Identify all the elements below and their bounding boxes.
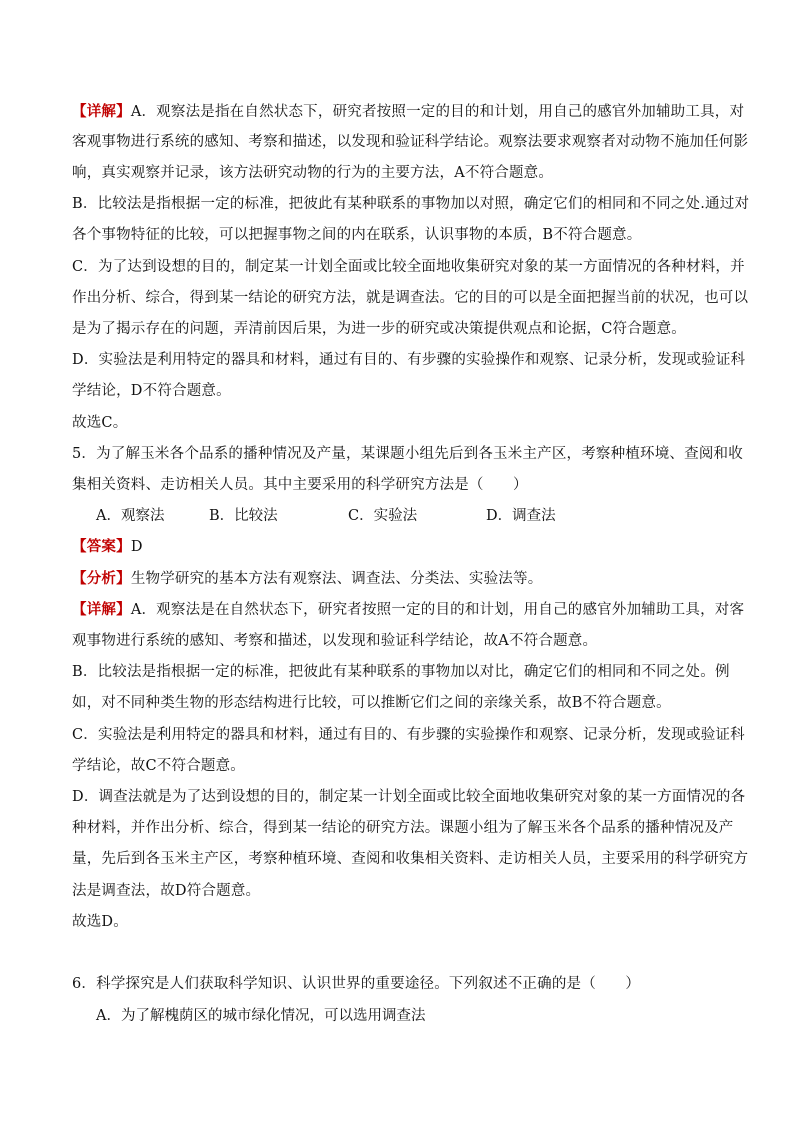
option-c: C．实验法	[348, 508, 418, 524]
text-line: C．实验法是利用特定的器具和材料，通过有目的、有步骤的实验操作和观察、记录分析，发现或验证科	[72, 727, 745, 743]
answer-choice-line: 故选D。	[72, 914, 128, 930]
text-line: 如，对不同种类生物的形态结构进行比较，可以推断它们之间的亲缘关系，故B不符合题意。	[72, 695, 671, 711]
detail-tag: 【详解】	[72, 601, 131, 618]
text-line: 量，先后到各玉米主产区，考察种植环境、查阅和收集相关资料、走访相关人员，主要采用的科学研究方	[72, 851, 749, 867]
analysis-line: 【分析】生物学研究的基本方法有观察法、调查法、分类法、实验法等。	[72, 570, 543, 587]
option-b: B．比较法	[209, 508, 278, 524]
text-line: D．调查法就是为了达到设想的目的，制定某一计划全面或比较全面地收集研究对象的某一方面情况的各	[72, 789, 746, 805]
option-d: D．调查法	[486, 508, 556, 524]
text-line: 客观事物进行系统的感知、考察和描述，以发现和验证科学结论。观察法要求观察者对动物不施加任何影	[72, 134, 749, 150]
text-line: 观事物进行系统的感知、考察和描述，以发现和验证科学结论，故A不符合题意。	[72, 633, 598, 649]
answer-tag: 【答案】	[72, 538, 131, 555]
text-line: 种材料，并作出分析、综合，得到某一结论的研究方法。课题小组为了解玉米各个品系的播种情况及产	[72, 820, 734, 836]
answer-line: 【答案】D	[72, 538, 143, 555]
analysis-tag: 【分析】	[72, 570, 131, 587]
text-line: 各个事物特征的比较，可以把握事物之间的内在联系，认识事物的本质，B不符合题意。	[72, 227, 642, 243]
answer-choice-line: 故选C。	[72, 415, 128, 431]
text-line: C．为了达到设想的目的，制定某一计划全面或比较全面地收集研究对象的某一方面情况的各种材料，并	[72, 259, 745, 275]
text-line: 是为了揭示存在的问题，弄清前因后果，为进一步的研究或决策提供观点和论据，C符合题意。	[72, 321, 686, 337]
question-6-stem: 6．科学探究是人们获取科学知识、认识世界的重要途径。下列叙述不正确的是（ ）	[72, 976, 641, 992]
question-5-stem-cont: 集相关资料、走访相关人员。其中主要采用的科学研究方法是（ ）	[72, 477, 528, 493]
option-a: A．观察法	[96, 508, 165, 524]
text-line: 响，真实观察并记录，该方法研究动物的行为的主要方法，A不符合题意。	[72, 165, 554, 181]
question-5-stem: 5．为了解玉米各个品系的播种情况及产量，某课题小组先后到各玉米主产区，考察种植环境、查阅和收	[72, 446, 743, 462]
text-line: B．比较法是指根据一定的标准，把彼此有某种联系的事物加以对照，确定它们的相同和不同之处.通过对	[72, 196, 750, 212]
option-a: A．为了解槐荫区的城市绿化情况，可以选用调查法	[96, 1008, 426, 1024]
text-line: 法是调查法，故D符合题意。	[72, 883, 261, 899]
detail-tag: 【详解】	[72, 103, 131, 120]
text-line: 学结论，故C不符合题意。	[72, 758, 245, 774]
text-line: B．比较法是指根据一定的标准，把彼此有某种联系的事物加以对比，确定它们的相同和不同之处。例	[72, 664, 730, 680]
detail-line: 【详解】A．观察法是在自然状态下，研究者按照一定的目的和计划，用自己的感官外加辅助工具，对客	[72, 601, 745, 618]
text-line: 学结论，D不符合题意。	[72, 383, 231, 399]
text-line: 作出分析、综合，得到某一结论的研究方法，就是调查法。它的目的可以是全面把握当前的状况，也可以	[72, 290, 749, 306]
text-line: D．实验法是利用特定的器具和材料，通过有目的、有步骤的实验操作和观察、记录分析，发现或验证科	[72, 352, 746, 368]
text-line: 【详解】A．观察法是指在自然状态下，研究者按照一定的目的和计划，用自己的感官外加辅助工具，对	[72, 103, 745, 120]
